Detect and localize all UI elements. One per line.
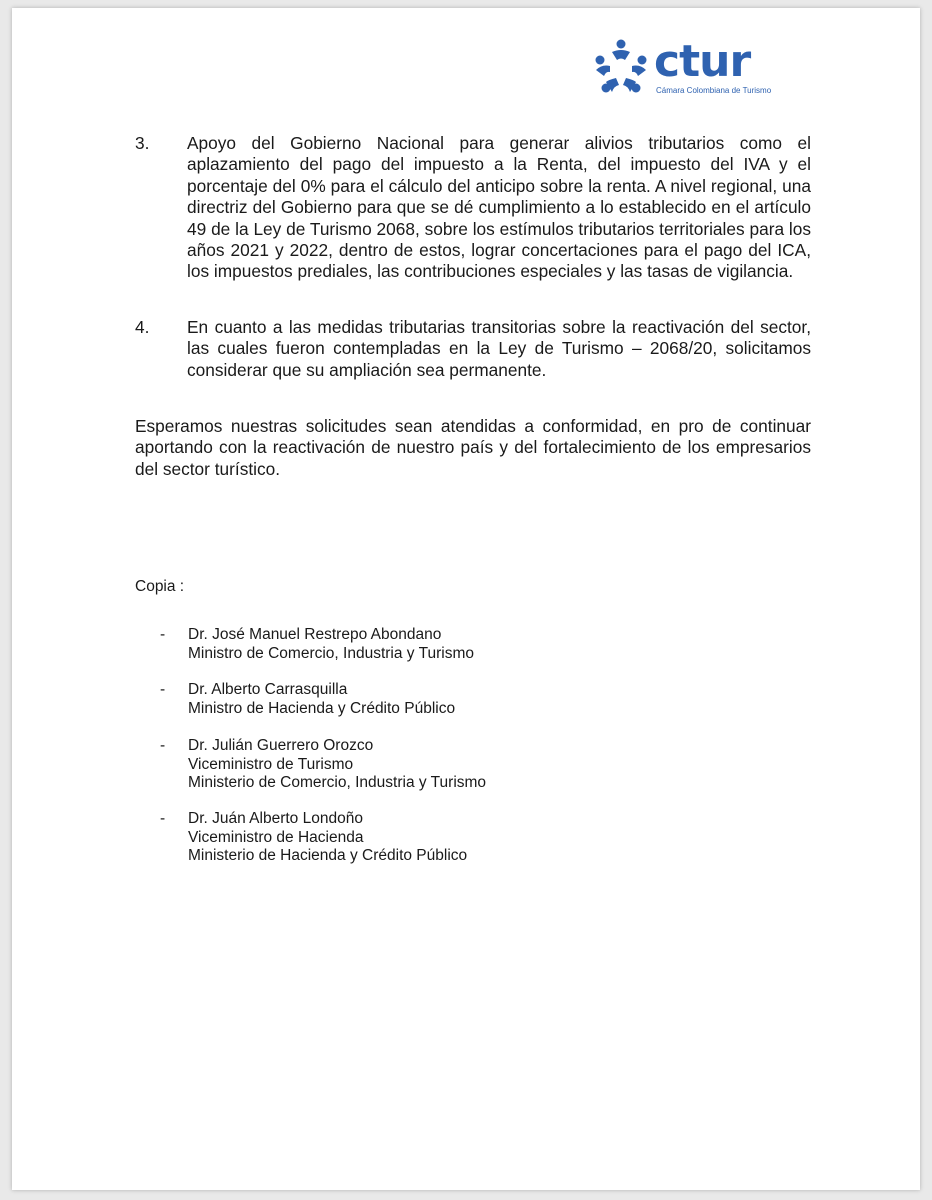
item-text: En cuanto a las medidas tributarias transitorias sobre la reactivación del sector, las cuales fueron contempladas en la Ley de Turismo – 2068/20, solicitamos considerar que su ampliación sea permanente. xyxy=(187,317,811,380)
item-text: Apoyo del Gobierno Nacional para generar alivios tributarios como el aplazamiento del pago del impuesto a la Renta, del impuesto del IVA y el porcentaje del 0% para el cálculo del anticipo sobre la renta. A nivel regional, una directriz del Gobierno para que se dé cumplimiento a lo establecido en el artículo 49 de la Ley de Turismo 2068, sobre los estímulos tributarios territoriales para los años 2021 y 2022, dentro de estos, lograr concertaciones para el pago del ICA, los impuestos prediales, las contribuciones especiales y las tasas de vigilancia. xyxy=(187,133,811,282)
cc-recipient xyxy=(160,626,474,663)
document-page xyxy=(12,8,920,1190)
cc-recipient xyxy=(160,737,486,793)
recipient-name: Dr. José Manuel Restrepo Abondano xyxy=(188,626,442,643)
recipient-organization: Ministerio de Hacienda y Crédito Público xyxy=(188,847,468,864)
recipient-name: Dr. Alberto Carrasquilla xyxy=(188,681,348,698)
star-figures-icon xyxy=(592,36,650,98)
copia-label: Copia : xyxy=(135,578,185,595)
brand-tagline: Cámara Colombiana de Turismo xyxy=(656,86,772,95)
cc-recipient xyxy=(160,681,455,718)
recipient-title: Viceministro de Hacienda xyxy=(188,828,364,846)
cc-recipient xyxy=(160,810,467,866)
recipient-organization: Ministerio de Comercio, Industria y Turismo xyxy=(188,774,487,791)
brand-name: ctur xyxy=(654,36,751,87)
recipient-name: Dr. Julián Guerrero Orozco xyxy=(188,737,374,754)
recipient-title: Viceministro de Turismo xyxy=(188,755,354,773)
list-dash: - xyxy=(160,810,166,827)
recipient-title: Ministro de Comercio, Industria y Turismo xyxy=(188,644,474,662)
ctur-logo xyxy=(592,36,772,98)
closing-paragraph: Esperamos nuestras solicitudes sean atendidas a conformidad, en pro de continuar aportando con la reactivación de nuestro país y del fortalecimiento de los empresarios del sector turístico. xyxy=(135,416,811,479)
list-item-3 xyxy=(135,133,811,283)
item-number: 3. xyxy=(135,133,150,153)
list-dash: - xyxy=(160,626,166,643)
list-dash: - xyxy=(160,681,166,698)
recipient-name: Dr. Juán Alberto Londoño xyxy=(188,810,363,827)
list-dash: - xyxy=(160,737,166,754)
recipient-title: Ministro de Hacienda y Crédito Público xyxy=(188,699,456,717)
list-item-4 xyxy=(135,317,811,381)
item-number: 4. xyxy=(135,317,150,337)
